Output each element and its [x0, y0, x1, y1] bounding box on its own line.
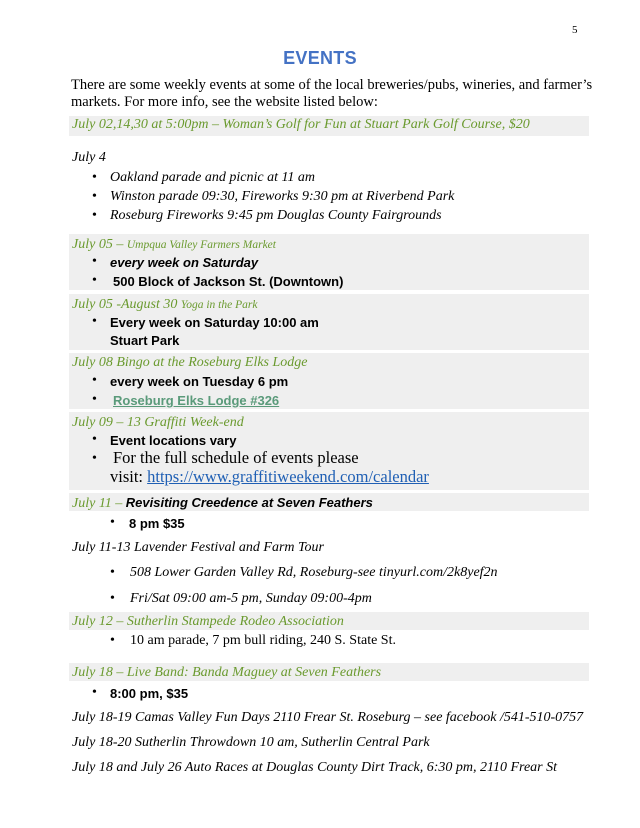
visit-prefix: visit: — [110, 467, 148, 486]
intro-text: There are some weekly events at some of the local breweries/pubs, wineries, and farmer’s markets. For more info, see the website listed below: — [71, 77, 593, 110]
list-item: Roseburg Fireworks 9:45 pm Douglas County Fairgrounds — [110, 208, 442, 223]
event-womens-golf: July 02,14,30 at 5:00pm – Woman’s Golf for Fun at Stuart Park Golf Course, $20 — [72, 117, 530, 132]
list-item: Stuart Park — [110, 333, 180, 348]
bullet-icon: • — [92, 254, 97, 269]
farmers-name: Umpqua Valley Farmers Market — [126, 239, 276, 251]
list-item: Every week on Saturday 10:00 am — [110, 315, 319, 330]
event-yoga — [72, 297, 257, 313]
bullet-icon: • — [92, 392, 97, 407]
event-lavender: July 11-13 Lavender Festival and Farm Tour — [72, 540, 324, 555]
yoga-name: Yoga in the Park — [180, 299, 258, 311]
list-item: 10 am parade, 7 pm bull riding, 240 S. State St. — [130, 633, 396, 648]
page-number: 5 — [572, 24, 578, 36]
list-item: Event locations vary — [110, 433, 237, 448]
bullet-icon: • — [92, 314, 97, 329]
event-farmers-market — [72, 237, 276, 253]
creedence-date: July 11 – — [72, 496, 126, 511]
bullet-icon: • — [92, 189, 97, 204]
event-july4-heading: July 4 — [72, 150, 106, 165]
bullet-icon: • — [92, 432, 97, 447]
elks-lodge-link[interactable]: Roseburg Elks Lodge #326 — [113, 393, 280, 408]
list-item: 500 Block of Jackson St. (Downtown) — [113, 274, 344, 289]
list-item: Oakland parade and picnic at 11 am — [110, 170, 316, 185]
bullet-icon: • — [92, 170, 97, 185]
bullet-icon: • — [92, 685, 97, 700]
event-creedence — [72, 495, 373, 512]
list-item: 8 pm $35 — [129, 516, 185, 531]
page-title: EVENTS — [283, 48, 357, 68]
bullet-icon: • — [92, 208, 97, 223]
list-item: every week on Saturday — [110, 255, 259, 270]
bullet-icon: • — [92, 451, 97, 466]
graffiti-visit-line — [110, 467, 429, 487]
event-banda: July 18 – Live Band: Banda Maguey at Seven Feathers — [72, 665, 382, 680]
creedence-name: Revisiting Creedence at Seven Feathers — [125, 495, 373, 510]
event-camas: July 18-19 Camas Valley Fun Days 2110 Frear St. Roseburg – see facebook /541-510-0757 — [72, 710, 584, 725]
list-item: Fri/Sat 09:00 am-5 pm, Sunday 09:00-4pm — [130, 591, 372, 606]
yoga-date: July 05 -August 30 — [72, 297, 181, 312]
bullet-icon: • — [110, 565, 115, 580]
graffiti-calendar-link[interactable]: https://www.graffitiweekend.com/calendar — [147, 467, 429, 486]
bullet-icon: • — [92, 373, 97, 388]
event-rodeo: July 12 – Sutherlin Stampede Rodeo Association — [72, 614, 344, 629]
list-item: Winston parade 09:30, Fireworks 9:30 pm at Riverbend Park — [110, 189, 455, 204]
bullet-icon: • — [110, 515, 115, 530]
list-item: 508 Lower Garden Valley Rd, Roseburg-see tinyurl.com/2k8yef2n — [130, 565, 498, 580]
bullet-icon: • — [110, 591, 115, 606]
list-item: 8:00 pm, $35 — [110, 686, 189, 701]
list-item: For the full schedule of events please — [113, 448, 359, 467]
event-graffiti: July 09 – 13 Graffiti Week-end — [72, 415, 244, 430]
farmers-date: July 05 – — [72, 237, 127, 252]
event-bingo: July 08 Bingo at the Roseburg Elks Lodge — [72, 355, 308, 370]
event-auto-races: July 18 and July 26 Auto Races at Douglas County Dirt Track, 6:30 pm, 2110 Frear St — [72, 760, 558, 775]
list-item: every week on Tuesday 6 pm — [110, 374, 289, 389]
bullet-icon: • — [110, 633, 115, 648]
bullet-icon: • — [92, 273, 97, 288]
event-throwdown: July 18-20 Sutherlin Throwdown 10 am, Sutherlin Central Park — [72, 735, 430, 750]
